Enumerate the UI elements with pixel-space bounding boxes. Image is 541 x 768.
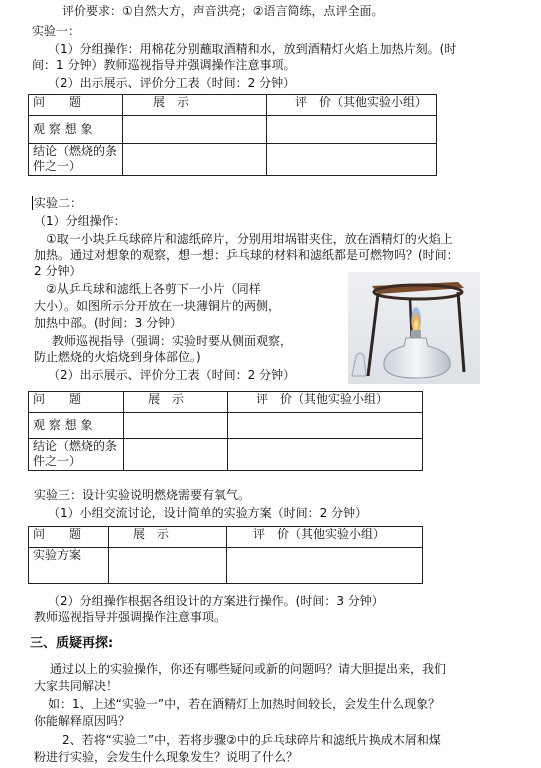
text-cursor (32, 196, 33, 210)
exp1-step1-line2: 间：1 分钟）教师巡视指导并强调操作注意事项。 (32, 58, 296, 72)
exp2-s2-line1: ②从乒乓球和滤纸上各剪下一小片（同样 (46, 282, 261, 296)
header-question: 问 题 (29, 392, 124, 413)
header-evaluate: 评 价（其他实验小组） (267, 95, 437, 116)
evaluation-table-2 (28, 391, 423, 471)
row-observe: 观 察 想 象 (29, 116, 123, 144)
cell-eval-1 (227, 548, 423, 584)
header-show: 展 示 (109, 527, 227, 548)
evaluation-table-3 (28, 526, 423, 584)
header-show: 展 示 (123, 95, 267, 116)
exp2-teacher-line2: 防止燃烧的火焰烧到身体部位。) (34, 350, 201, 364)
exp2-s1-line2: 加热。通过对想象的观察，想一想：乒乓球的材料和滤纸都是可燃物吗？(时间： (34, 248, 459, 262)
header-evaluate: 评 价（其他实验小组） (227, 527, 423, 548)
exp1-step1-line1: （1）分组操作：用棉花分别蘸取酒精和水，放到酒精灯火焰上加热片刻。(时 (48, 42, 457, 56)
exp1-step2: （2）出示展示、评价分工表（时间：2 分钟） (48, 76, 296, 90)
cell-eval-2 (228, 439, 423, 471)
header-evaluate: 评 价（其他实验小组） (228, 392, 423, 413)
section3-intro-line2: 大家共同解决！ (34, 679, 119, 693)
row-plan: 实验方案 (29, 548, 109, 584)
section3-title: 三、质疑再探: (30, 636, 114, 651)
exp2-title: 实验二： (34, 196, 83, 210)
exp1-title: 实验一： (32, 24, 81, 38)
section3-q1-line2: 你能解释原因吗？ (34, 714, 131, 728)
cell-eval-1 (228, 413, 423, 439)
cell-show-2 (123, 144, 267, 176)
row-observe: 观 察 想 象 (29, 413, 124, 439)
eval-requirement: 评价要求：①自然大方，声音洪亮；②语言简练，点评全面。 (62, 4, 384, 18)
exp2-step1: （1）分组操作： (34, 214, 126, 228)
cell-show-1 (124, 413, 228, 439)
section3-intro-line1: 通过以上的实验操作，你还有哪些疑问或新的问题吗？请大胆提出来，我们 (50, 662, 447, 676)
evaluation-table-1 (28, 94, 437, 176)
exp2-s1-line1: ①取一小块乒乓球碎片和滤纸碎片，分别用坩埚钳夹住，放在酒精灯的火焰上 (46, 232, 453, 246)
cell-show-2 (124, 439, 228, 471)
exp3-step2: （2）分组操作根据各组设计的方案进行操作。(时间：3 分钟） (48, 594, 384, 608)
exp2-step2: （2）出示展示、评价分工表（时间：2 分钟） (48, 368, 296, 382)
header-question: 问 题 (29, 527, 109, 548)
section3-q2-line2: 粉进行实验，会发生什么现象发生？说明了什么？ (34, 750, 299, 764)
alcohol-lamp-photo (348, 272, 480, 384)
exp3-step1: （1）小组交流讨论，设计简单的实验方案（时间：2 分钟） (48, 506, 368, 520)
cell-eval-2 (267, 144, 437, 176)
exp2-teacher-line1: 教师巡视指导（强调：实验时要从侧面观察， (52, 334, 293, 348)
section3-q2-line1: 2、若将“实验二”中，若将步骤②中的乒乓球碎片和滤纸片换成木屑和煤 (62, 733, 441, 747)
row-conclusion: 结论（燃烧的条件之一） (29, 439, 124, 471)
cell-show-1 (109, 548, 227, 584)
header-question: 问 题 (29, 95, 123, 116)
cell-show-1 (123, 116, 267, 144)
exp3-title: 实验三：设计实验说明燃烧需要有氧气。 (34, 488, 251, 502)
exp2-s2-line3: 加热中部。(时间：3 分钟） (34, 316, 183, 330)
cell-eval-1 (267, 116, 437, 144)
section3-q1-line1: 如：1、上述“实验一”中，若在酒精灯上加热时间较长，会发生什么现象？ (48, 697, 441, 711)
exp2-s2-line2: 大小）。如图所示分开放在一块薄铜片的两侧， (34, 299, 281, 313)
exp3-teacher: 教师巡视指导并强调操作注意事项。 (34, 610, 227, 624)
header-show: 展 示 (124, 392, 228, 413)
exp2-s1-line3: 2 分钟） (34, 264, 82, 278)
row-conclusion: 结论（燃烧的条件之一） (29, 144, 123, 176)
